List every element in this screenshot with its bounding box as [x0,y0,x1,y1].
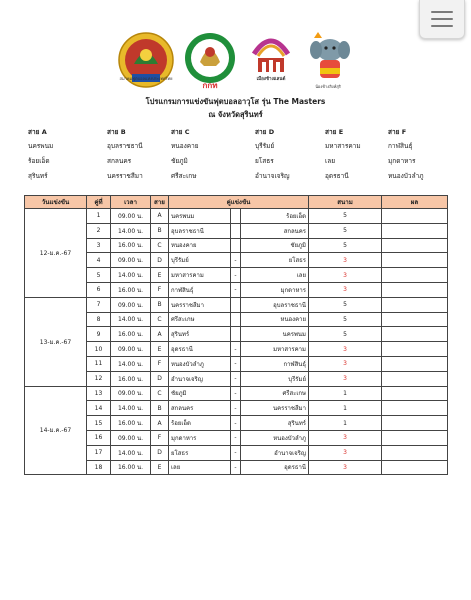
away-team: มหาสารคาม [241,342,309,357]
away-team: เลย [241,268,309,283]
pair-number: 5 [87,268,111,283]
home-team: สกลนคร [169,401,231,416]
match-group: F [151,430,169,445]
match-group: B [151,223,169,238]
match-result [382,268,448,283]
group-label: สาย C [171,128,190,136]
home-team: อุบลราชธานี [169,223,231,238]
table-row [25,416,448,431]
pair-number: 12 [87,371,111,386]
match-time: 14.00 น. [111,223,151,238]
logo-row [0,30,471,92]
versus-dash: - [231,445,241,460]
match-time: 09.00 น. [111,253,151,268]
match-result [382,371,448,386]
association-seal-icon [118,30,174,90]
pair-number: 13 [87,386,111,401]
group-team: หนองคาย [171,142,199,150]
versus-dash: - [231,342,241,357]
table-row [25,356,448,371]
match-result [382,356,448,371]
match-time: 09.00 น. [111,386,151,401]
menu-line-icon [431,18,453,20]
home-team: ศรีสะเกษ [169,312,231,327]
header-field: สนาม [309,196,382,209]
match-time: 09.00 น. [111,209,151,224]
match-result [382,342,448,357]
group-label: สาย D [255,128,275,136]
match-result [382,209,448,224]
away-team: กาฬสินธุ์ [241,356,309,371]
match-date: 12-ม.ค.-67 [25,209,87,298]
pair-number: 6 [87,282,111,297]
table-row [25,342,448,357]
match-result [382,416,448,431]
menu-line-icon [431,25,453,27]
match-group: C [151,386,169,401]
versus-dash [231,223,241,238]
field-number: 5 [309,312,382,327]
match-group: A [151,209,169,224]
header-date: วันแข่งขัน [25,196,87,209]
table-row [25,209,448,224]
match-result [382,401,448,416]
pair-number: 14 [87,401,111,416]
match-group: A [151,416,169,431]
pair-number: 10 [87,342,111,357]
match-group: F [151,282,169,297]
match-result [382,445,448,460]
field-number: 5 [309,327,382,342]
group-team: นครพนม [28,142,54,150]
match-time: 14.00 น. [111,401,151,416]
match-result [382,327,448,342]
match-result [382,386,448,401]
away-team: อุดรธานี [241,460,309,475]
away-team: ศรีสะเกษ [241,386,309,401]
group-team: นครราชสีมา [107,172,143,180]
table-row [25,445,448,460]
versus-dash: - [231,386,241,401]
logo-caption: กกท [202,81,218,90]
versus-dash: - [231,430,241,445]
field-number: 3 [309,460,382,475]
group-label: สาย F [388,128,407,136]
home-team: ยโสธร [169,445,231,460]
match-time: 14.00 น. [111,445,151,460]
home-team: หนองบัวลำภู [169,356,231,371]
pair-number: 2 [87,223,111,238]
match-time: 14.00 น. [111,356,151,371]
match-group: D [151,253,169,268]
match-result [382,460,448,475]
pair-number: 1 [87,209,111,224]
home-team: หนองคาย [169,238,231,253]
match-group: B [151,297,169,312]
header-match: คู่แข่งขัน [169,196,309,209]
versus-dash [231,297,241,312]
match-time: 16.00 น. [111,371,151,386]
table-row [25,460,448,475]
match-time: 09.00 น. [111,342,151,357]
table-header-row [25,196,448,209]
home-team: เลย [169,460,231,475]
elephant-mascot-icon [302,30,354,92]
match-result [382,430,448,445]
away-team: ร้อยเอ็ด [241,209,309,224]
away-team: นครราชสีมา [241,401,309,416]
group-column [325,125,361,184]
field-number: 3 [309,445,382,460]
home-team: บุรีรัมย์ [169,253,231,268]
match-time: 16.00 น. [111,327,151,342]
match-group: B [151,401,169,416]
group-team: บุรีรัมย์ [255,142,275,150]
group-team: ยโสธร [255,157,274,165]
group-team: อุดรธานี [325,172,349,180]
pair-number: 4 [87,253,111,268]
group-team: สุรินทร์ [28,172,48,180]
away-team: สุรินทร์ [241,416,309,431]
table-row [25,297,448,312]
table-row [25,312,448,327]
group-list [0,125,471,185]
group-team: ชัยภูมิ [171,157,188,165]
pair-number: 3 [87,238,111,253]
header-result: ผล [382,196,448,209]
home-team: อำนาจเจริญ [169,371,231,386]
versus-dash: - [231,401,241,416]
away-team: ยโสธร [241,253,309,268]
table-row [25,268,448,283]
match-result [382,238,448,253]
group-team: ร้อยเอ็ด [28,157,50,165]
table-row [25,238,448,253]
field-number: 3 [309,356,382,371]
group-column [388,125,424,184]
table-row [25,401,448,416]
away-team: มุกดาหาร [241,282,309,297]
header-time: เวลา [111,196,151,209]
versus-dash [231,209,241,224]
field-number: 3 [309,430,382,445]
schedule-table [24,195,448,475]
header-pair: คู่ที่ [87,196,111,209]
group-team: หนองบัวลำภู [388,172,424,180]
group-column [255,125,290,184]
match-time: 09.00 น. [111,297,151,312]
match-time: 14.00 น. [111,312,151,327]
pair-number: 17 [87,445,111,460]
sports-authority-logo-icon [183,30,237,90]
logo-caption: สมาคมฟุตบอลแห่งประเทศไทย [119,76,173,81]
away-team: อำนาจเจริญ [241,445,309,460]
versus-dash: - [231,282,241,297]
match-result [382,297,448,312]
away-team: อุบลราชธานี [241,297,309,312]
match-date: 14-ม.ค.-67 [25,386,87,475]
match-group: C [151,312,169,327]
home-team: ชัยภูมิ [169,386,231,401]
schedule-body [25,209,448,475]
menu-line-icon [431,11,453,13]
field-number: 1 [309,416,382,431]
versus-dash: - [231,253,241,268]
group-team: ศรีสะเกษ [171,172,197,180]
match-time: 16.00 น. [111,416,151,431]
away-team: นครพนม [241,327,309,342]
field-number: 5 [309,238,382,253]
home-team: มหาสารคาม [169,268,231,283]
match-group: D [151,371,169,386]
logo-caption: น้องช้างสิงห์สุริ [315,84,341,89]
match-result [382,282,448,297]
match-group: D [151,445,169,460]
match-group: F [151,356,169,371]
pair-number: 18 [87,460,111,475]
table-row [25,282,448,297]
pair-number: 7 [87,297,111,312]
match-group: A [151,327,169,342]
city-logo-icon [246,30,296,90]
field-number: 1 [309,386,382,401]
versus-dash: - [231,356,241,371]
page-subtitle: ณ จังหวัดสุรินทร์ [208,110,263,119]
match-time: 14.00 น. [111,268,151,283]
group-label: สาย E [325,128,344,136]
home-team: อุดรธานี [169,342,231,357]
home-team: นครพนม [169,209,231,224]
pair-number: 15 [87,416,111,431]
table-row [25,253,448,268]
group-team: มุกดาหาร [388,157,416,165]
away-team: หนองคาย [241,312,309,327]
field-number: 3 [309,282,382,297]
table-row [25,223,448,238]
header-group: สาย [151,196,169,209]
field-number: 5 [309,209,382,224]
home-team: กาฬสินธุ์ [169,282,231,297]
versus-dash [231,238,241,253]
group-column [171,125,199,184]
versus-dash [231,312,241,327]
away-team: หนองบัวลำภู [241,430,309,445]
versus-dash: - [231,268,241,283]
field-number: 3 [309,268,382,283]
match-time: 16.00 น. [111,238,151,253]
match-time: 16.00 น. [111,282,151,297]
table-row [25,371,448,386]
table-row [25,386,448,401]
match-group: E [151,460,169,475]
home-team: มุกดาหาร [169,430,231,445]
pair-number: 8 [87,312,111,327]
pair-number: 16 [87,430,111,445]
logo-caption: เมืองช้างแลนด์ [256,77,286,82]
table-row [25,430,448,445]
home-team: ร้อยเอ็ด [169,416,231,431]
home-team: นครราชสีมา [169,297,231,312]
group-label: สาย A [28,128,47,136]
group-team: เลย [325,157,336,165]
match-group: C [151,238,169,253]
match-result [382,223,448,238]
match-time: 16.00 น. [111,460,151,475]
match-result [382,312,448,327]
group-team: อำนาจเจริญ [255,172,290,180]
page-title: โปรแกรมการแข่งขันฟุตบอลอาวุโส รุ่น The Masters [145,97,326,106]
group-team: มหาสารคาม [325,142,361,150]
field-number: 5 [309,223,382,238]
match-time: 09.00 น. [111,430,151,445]
group-label: สาย B [107,128,126,136]
field-number: 3 [309,253,382,268]
versus-dash [231,327,241,342]
match-date: 13-ม.ค.-67 [25,297,87,386]
field-number: 1 [309,401,382,416]
match-group: E [151,268,169,283]
table-row [25,327,448,342]
match-group: E [151,342,169,357]
group-team: กาฬสินธุ์ [388,142,413,150]
field-number: 3 [309,371,382,386]
versus-dash: - [231,460,241,475]
group-column [107,125,143,184]
match-result [382,253,448,268]
versus-dash: - [231,416,241,431]
pair-number: 11 [87,356,111,371]
field-number: 3 [309,342,382,357]
group-column [28,125,53,184]
pair-number: 9 [87,327,111,342]
group-team: สกลนคร [107,157,132,165]
away-team: สกลนคร [241,223,309,238]
group-team: อุบลราชธานี [107,142,143,150]
away-team: บุรีรัมย์ [241,371,309,386]
away-team: ชัยภูมิ [241,238,309,253]
home-team: สุรินทร์ [169,327,231,342]
field-number: 5 [309,297,382,312]
versus-dash: - [231,371,241,386]
